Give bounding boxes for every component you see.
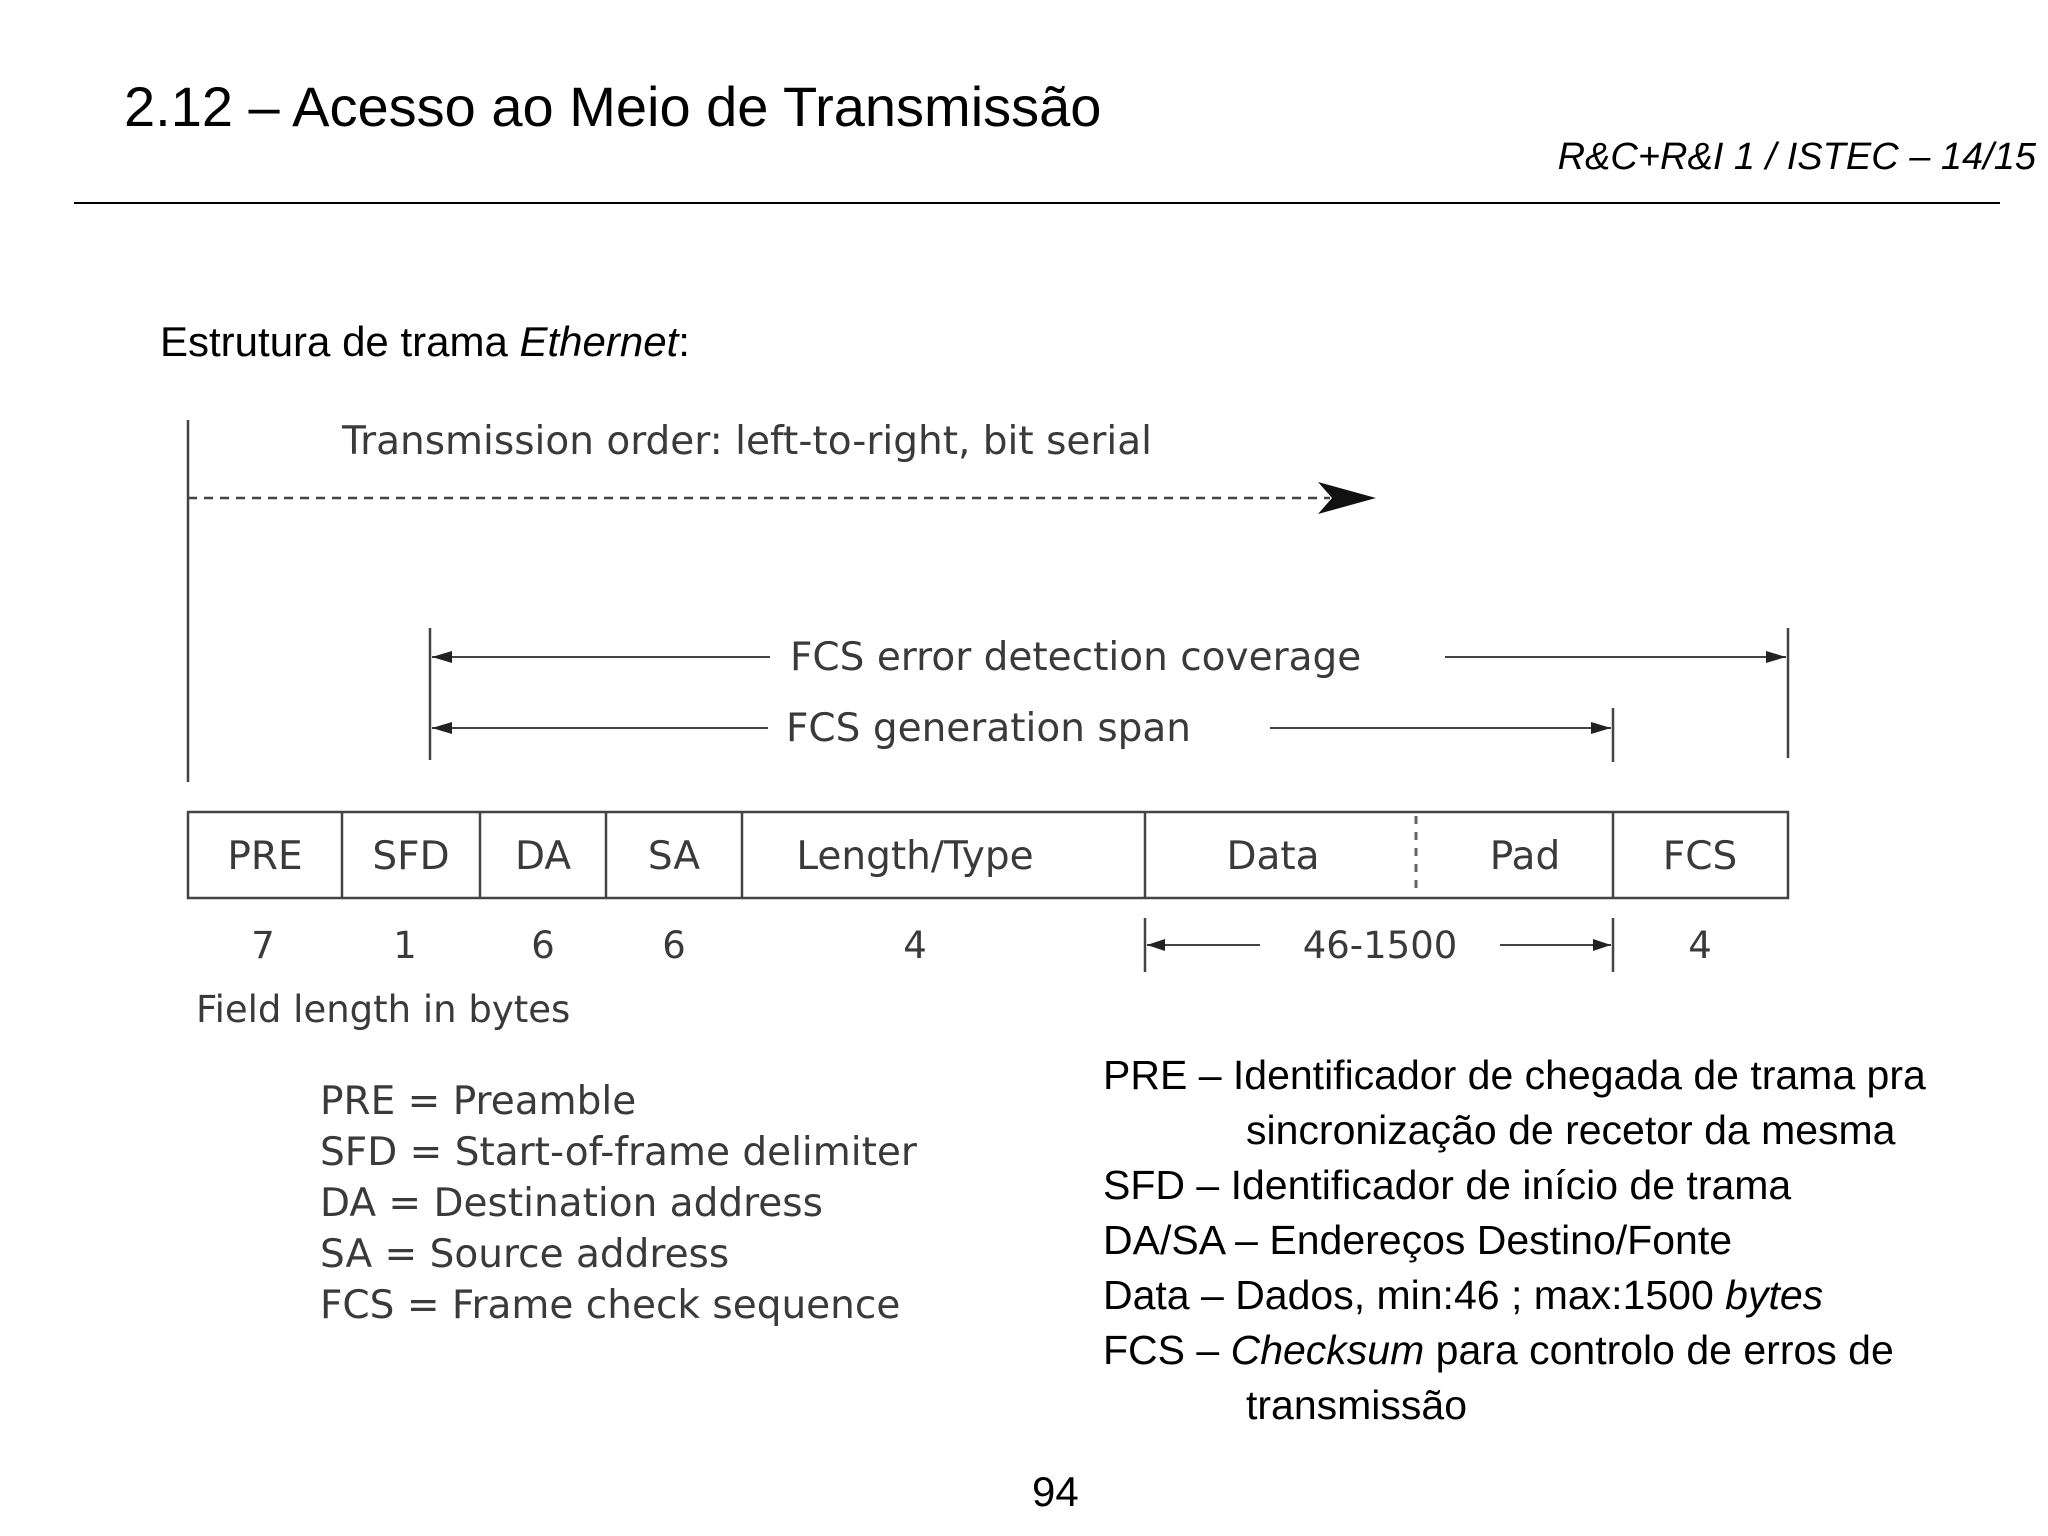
desc-data-em: bytes	[1725, 1272, 1824, 1318]
datapad-arrow-right	[1593, 939, 1611, 951]
desc-fcs	[1103, 1323, 1926, 1378]
desc-fcs-prefix: FCS –	[1103, 1327, 1231, 1373]
field-length-sa: 6	[662, 924, 686, 967]
field-label-data: Data	[1226, 834, 1320, 879]
field-length-da: 6	[531, 924, 555, 967]
course-label: R&C+R&I 1 / ISTEC – 14/15	[1557, 136, 2036, 178]
field-length-sfd: 1	[393, 924, 417, 967]
abbreviation-legend	[320, 1076, 917, 1331]
page-number: 94	[1032, 1468, 1079, 1515]
slide-title: 2.12 – Acesso ao Meio de Transmissão	[124, 75, 1102, 138]
fcs-generation-label: FCS generation span	[786, 706, 1192, 751]
legend-item: SFD = Start-of-frame delimiter	[320, 1130, 917, 1175]
desc-data	[1103, 1268, 1926, 1323]
subtitle-text: Estrutura de trama	[160, 318, 520, 365]
slide-subtitle	[160, 318, 690, 366]
desc-dasa: DA/SA – Endereços Destino/Fonte	[1103, 1217, 1733, 1263]
fcs-coverage-label: FCS error detection coverage	[790, 635, 1362, 680]
data-pad-length: 46-1500	[1302, 924, 1458, 967]
field-label-sa: SA	[647, 834, 701, 879]
subtitle-colon: :	[678, 318, 690, 365]
desc-fcs-em: Checksum	[1230, 1327, 1425, 1373]
header-divider	[74, 202, 2000, 204]
field-length-caption: Field length in bytes	[196, 988, 571, 1031]
coverage-arrow-left	[432, 651, 452, 663]
legend-item: PRE = Preamble	[320, 1079, 637, 1124]
generation-arrow-right	[1591, 722, 1611, 734]
field-label-fcs: FCS	[1662, 834, 1738, 879]
field-length-length-type: 4	[903, 924, 927, 967]
desc-sfd: SFD – Identificador de início de trama	[1103, 1162, 1792, 1208]
subtitle-emphasis: Ethernet	[519, 318, 679, 365]
desc-fcs-cont: transmissão	[1246, 1382, 1468, 1428]
desc-fcs-suffix: para controlo de erros de	[1424, 1327, 1894, 1373]
transmission-order-label: Transmission order: left-to-right, bit serial	[342, 419, 1152, 464]
coverage-arrow-right	[1766, 651, 1786, 663]
field-descriptions	[1103, 1048, 1926, 1433]
desc-data-text: Data – Dados, min:46 ; max:1500	[1103, 1272, 1726, 1318]
desc-pre: PRE – Identificador de chegada de trama pra	[1103, 1052, 1926, 1098]
ethernet-frame-diagram	[170, 410, 1810, 1040]
field-label-length-type: Length/Type	[796, 834, 1034, 879]
field-length-fcs: 4	[1688, 924, 1712, 967]
field-label-pre: PRE	[227, 834, 303, 879]
field-label-sfd: SFD	[372, 834, 450, 879]
legend-item: DA = Destination address	[320, 1181, 823, 1226]
desc-pre-cont: sincronização de recetor da mesma	[1246, 1107, 1896, 1153]
generation-arrow-left	[432, 722, 452, 734]
field-label-da: DA	[514, 834, 572, 879]
field-length-pre: 7	[251, 924, 275, 967]
legend-item: FCS = Frame check sequence	[320, 1283, 901, 1328]
datapad-arrow-left	[1147, 939, 1165, 951]
legend-item: SA = Source address	[320, 1232, 730, 1277]
field-label-pad: Pad	[1489, 834, 1561, 879]
